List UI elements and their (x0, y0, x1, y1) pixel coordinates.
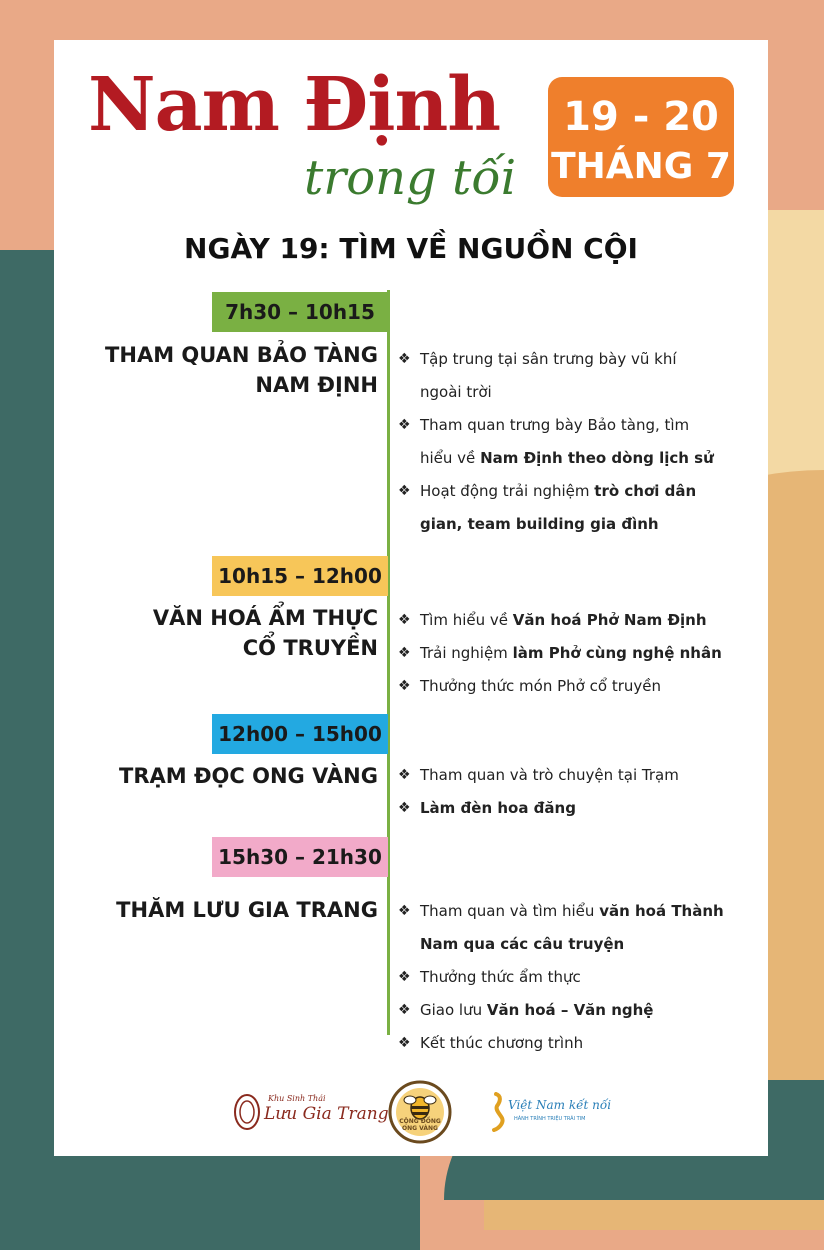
list-item: ❖ Làm đèn hoa đăng (398, 792, 758, 825)
list-item: ❖ Thưởng thức món Phở cổ truyền (398, 670, 758, 703)
day-title: NGÀY 19: TÌM VỀ NGUỒN CỘI (184, 232, 638, 265)
activity-title-2-line2: CỔ TRUYỀN (242, 636, 378, 660)
poster-card (54, 40, 768, 1156)
list-item: ❖ Tham quan và tìm hiểu văn hoá Thành Nam qua các câu truyện (398, 895, 758, 961)
activity-list-2 (398, 604, 758, 703)
list-item: ❖ Tập trung tại sân trưng bày vũ khí ngoài trời (398, 343, 758, 409)
list-item: ❖ Thưởng thức ẩm thực (398, 961, 758, 994)
activity-list-1 (398, 343, 758, 541)
activity-title-1-line2: NAM ĐỊNH (255, 373, 378, 397)
activity-title-4-line1: THĂM LƯU GIA TRANG (116, 898, 378, 922)
activity-title-2-line1: VĂN HOÁ ẨM THỰC (152, 606, 378, 630)
list-item: ❖ Giao lưu Văn hoá – Văn nghệ (398, 994, 758, 1027)
bee-badge-icon (388, 1080, 452, 1144)
vietnam-map-icon (488, 1092, 510, 1132)
time-badge-2: 10h15 – 12h00 (212, 556, 388, 596)
activity-title-3 (119, 761, 378, 791)
activity-title-3-line1: TRẠM ĐỌC ONG VÀNG (119, 764, 378, 788)
timeline-line (387, 290, 390, 1035)
activity-title-1 (105, 340, 378, 400)
activity-title-1-line1: THAM QUAN BẢO TÀNG (105, 343, 378, 367)
time-badge-1: 7h30 – 10h15 (212, 292, 388, 332)
list-item: ❖ Trải nghiệm làm Phở cùng nghệ nhân (398, 637, 758, 670)
list-item: ❖ Tham quan và trò chuyện tại Trạm (398, 759, 758, 792)
date-month: THÁNG 7 (551, 146, 731, 187)
time-badge-3: 12h00 – 15h00 (212, 714, 388, 754)
seal-icon (232, 1092, 262, 1132)
list-item: ❖ Hoạt động trải nghiệm trò chơi dân gian, team building gia đình (398, 475, 758, 541)
list-item: ❖ Tìm hiểu về Văn hoá Phở Nam Định (398, 604, 758, 637)
list-item: ❖ Kết thúc chương trình (398, 1027, 758, 1060)
date-days: 19 - 20 (563, 94, 719, 140)
activity-list-3 (398, 759, 758, 825)
time-badge-4: 15h30 – 21h30 (212, 837, 388, 877)
poster-title: Nam Định (88, 62, 501, 148)
activity-title-2 (153, 603, 378, 663)
sponsor-logos (224, 1080, 644, 1150)
activity-title-4 (116, 895, 378, 925)
ong-vang-logo: CỘNG ĐỒNG ONG VÀNG (388, 1080, 452, 1144)
viet-nam-ket-noi-logo: Việt Nam kết nối HÀNH TRÌNH TRIỆU TRÁI TIM (488, 1092, 638, 1136)
date-badge (548, 77, 734, 197)
luu-gia-trang-logo: Khu Sinh Thái Lưu Gia Trang (224, 1088, 384, 1138)
activity-list-4 (398, 895, 758, 1060)
list-item: ❖ Tham quan trưng bày Bảo tàng, tìm hiểu về Nam Định theo dòng lịch sử (398, 409, 758, 475)
poster-subtitle: trong tối (304, 150, 517, 206)
